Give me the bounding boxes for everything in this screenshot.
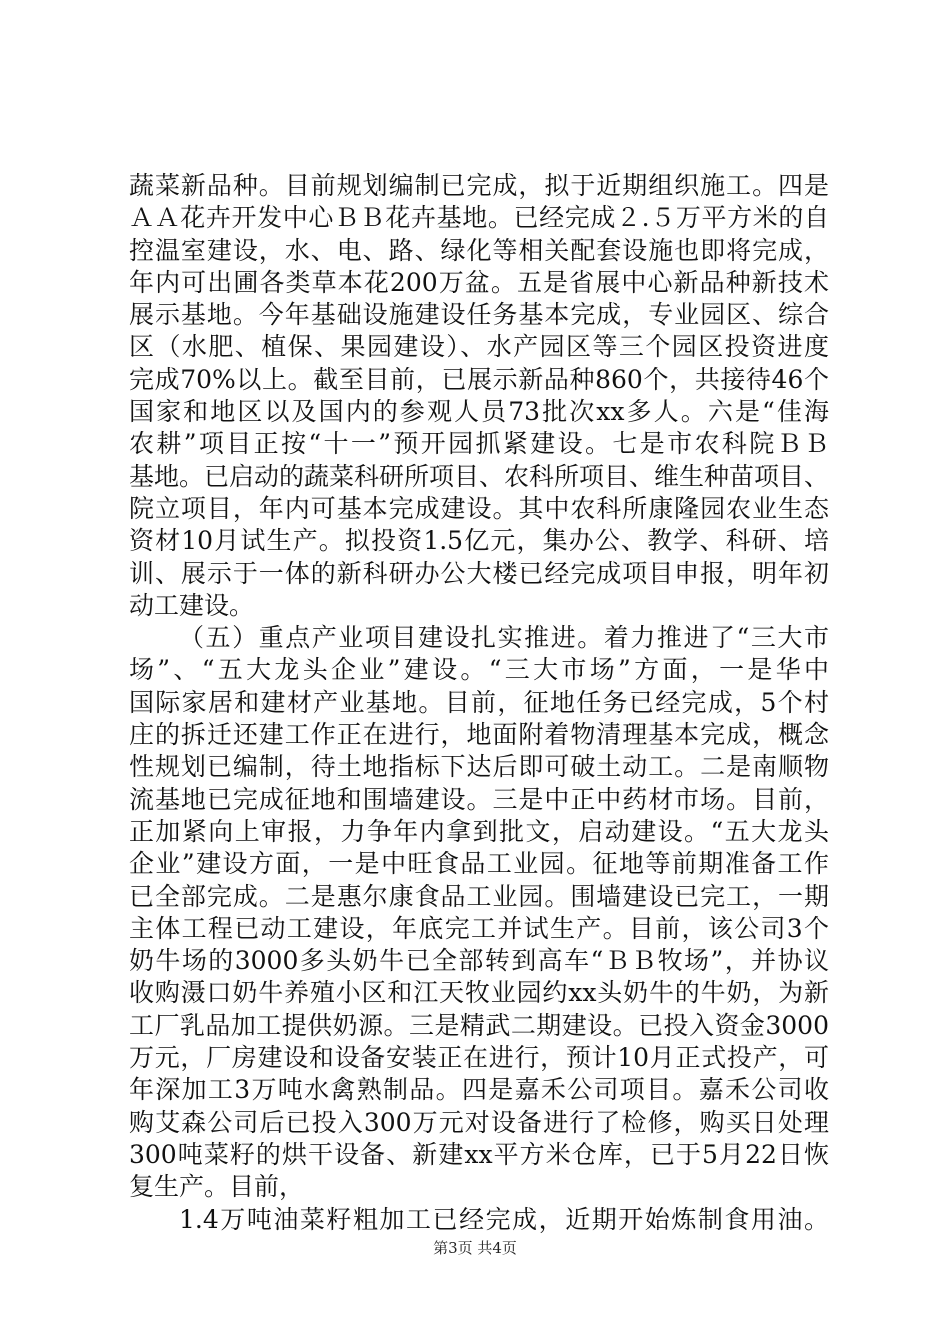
- paragraph-line: 1.4万吨油菜籽粗加工已经完成，近期开始炼制食用油。: [179, 1204, 829, 1234]
- paragraph-line: 工厂乳品加工提供奶源。三是精武二期建设。已投入资金3000: [129, 1010, 829, 1040]
- paragraph-line: 区（水肥、植保、果园建设）、水产园区等三个园区投资进度: [129, 332, 829, 362]
- paragraph-line: 300吨菜籽的烘干设备、新建xx平方米仓库，已于5月22日恢: [129, 1139, 829, 1169]
- page-number-footer: 第3页 共4页: [433, 1239, 517, 1257]
- paragraph-line: 性规划已编制，待土地指标下达后即可破土动工。二是南顺物: [129, 752, 829, 782]
- paragraph-line: 国家和地区以及国内的参观人员73批次xx多人。六是“佳海: [129, 397, 829, 427]
- paragraph-line: 企业”建设方面，一是中旺食品工业园。征地等前期准备工作: [129, 849, 829, 879]
- paragraph-line: （五）重点产业项目建设扎实推进。着力推进了“三大市: [179, 623, 829, 653]
- paragraph-line: 复生产。目前，: [129, 1172, 305, 1202]
- paragraph-line: 庄的拆迁还建工作正在进行，地面附着物清理基本完成，概念: [129, 720, 829, 750]
- paragraph-line: 已全部完成。二是惠尔康食品工业园。围墙建设已完工，一期: [129, 881, 829, 911]
- paragraph-line: 收购滠口奶牛养殖小区和江天牧业园约xx头奶牛的牛奶，为新: [129, 978, 829, 1008]
- paragraph-line: 展示基地。今年基础设施建设任务基本完成，专业园区、综合: [129, 300, 829, 330]
- paragraph-line: 控温室建设，水、电、路、绿化等相关配套设施也即将完成，: [129, 235, 829, 265]
- paragraph-line: 流基地已完成征地和围墙建设。三是中正中药材市场。目前，: [129, 784, 829, 814]
- paragraph-line: 院立项目，年内可基本完成建设。其中农科所康隆园农业生态: [129, 493, 829, 523]
- paragraph-line: 蔬菜新品种。目前规划编制已完成，拟于近期组织施工。四是: [129, 171, 829, 200]
- paragraph-line: 训、展示于一体的新科研办公大楼已经完成项目申报，明年初: [129, 558, 829, 588]
- paragraph-line: 购艾森公司后已投入300万元对设备进行了检修，购买日处理: [129, 1107, 829, 1137]
- paragraph-line: 年深加工3万吨水禽熟制品。四是嘉禾公司项目。嘉禾公司收: [129, 1075, 829, 1105]
- paragraph-line: 正加紧向上审报，力争年内拿到批文，启动建设。“五大龙头: [129, 816, 829, 846]
- paragraph-line: 基地。已启动的蔬菜科研所项目、农科所项目、维生种苗项目、: [129, 461, 830, 491]
- paragraph-line: 年内可出圃各类草本花200万盆。五是省展中心新品种新技术: [129, 267, 829, 297]
- paragraph-line: 资材10月试生产。拟投资1.5亿元，集办公、教学、科研、培: [129, 526, 829, 556]
- paragraph-line: 国际家居和建材产业基地。目前，征地任务已经完成，5个村: [129, 687, 829, 717]
- paragraph-line: 农耕”项目正按“十一”预开园抓紧建设。七是市农科院ＢＢ: [129, 429, 829, 459]
- paragraph-line: 完成70%以上。截至目前，已展示新品种860个，共接待46个: [129, 364, 829, 394]
- paragraph-line: 动工建设。: [129, 590, 255, 620]
- paragraph-line: 场”、“五大龙头企业”建设。“三大市场”方面，一是华中: [129, 655, 829, 685]
- paragraph-line: 奶牛场的3000多头奶牛已全部转到高车“ＢＢ牧场”，并协议: [129, 946, 829, 976]
- paragraph-line: ＡＡ花卉开发中心ＢＢ花卉基地。已经完成２.５万平方米的自: [129, 203, 829, 233]
- paragraph-line: 万元，厂房建设和设备安装正在进行，预计10月正式投产，可: [129, 1043, 829, 1073]
- paragraph-line: 主体工程已动工建设，年底完工并试生产。目前，该公司3个: [129, 913, 829, 943]
- document-body: [129, 170, 829, 1236]
